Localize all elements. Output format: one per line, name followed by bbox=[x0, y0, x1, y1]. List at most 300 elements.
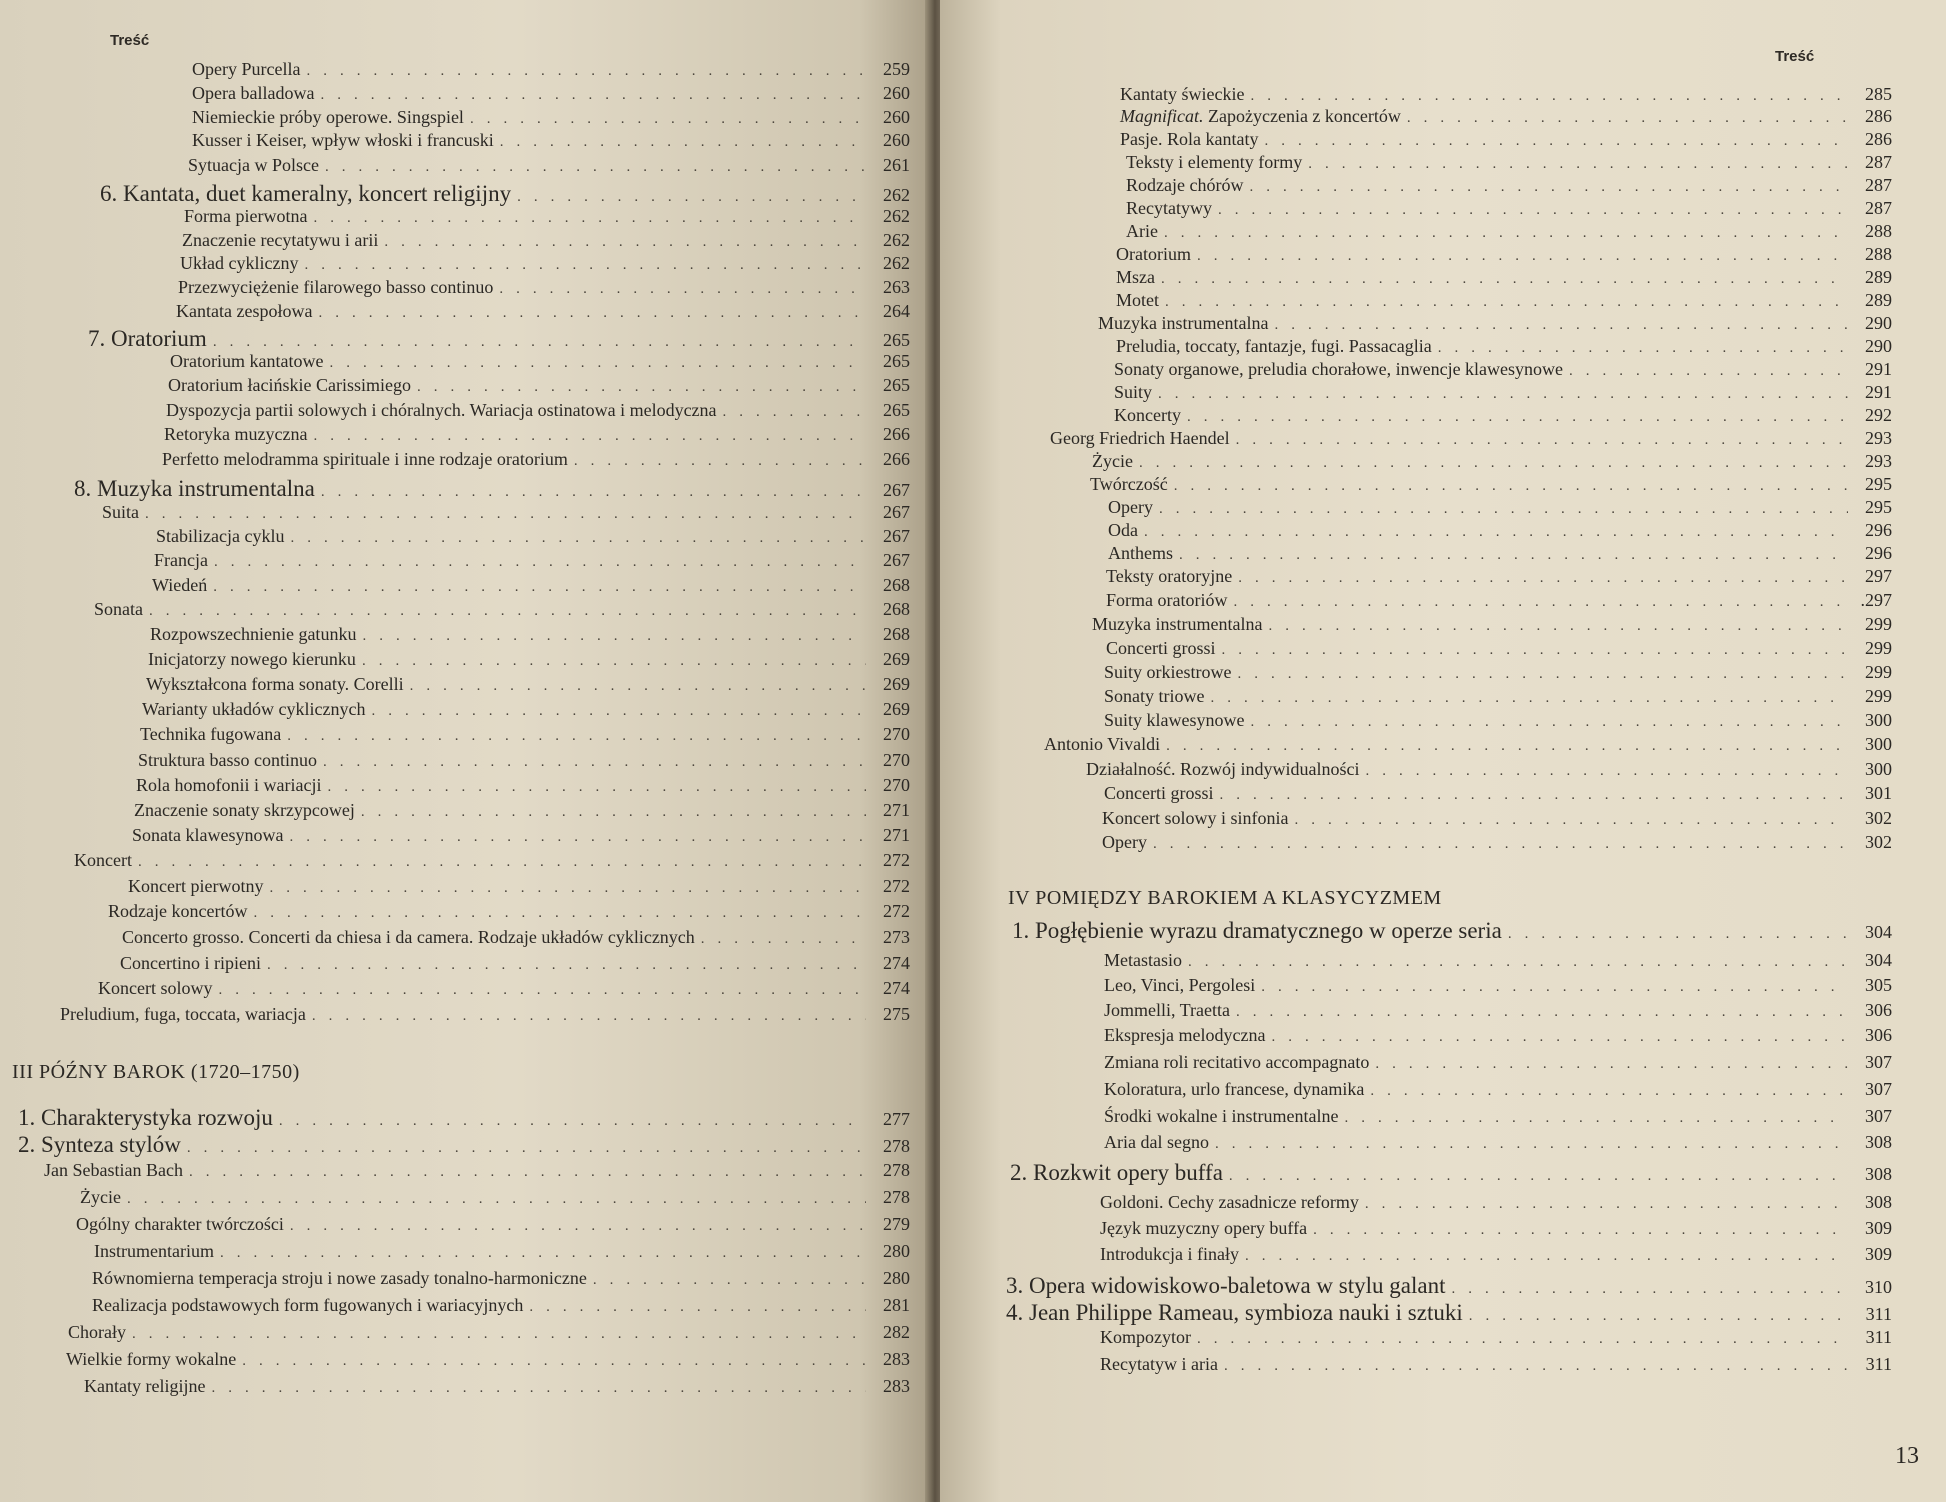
leader-dots bbox=[313, 424, 866, 449]
toc-entry bbox=[102, 500, 910, 525]
entry-page-number: 275 bbox=[883, 1004, 910, 1024]
entry-title: Recytatywy bbox=[1126, 198, 1212, 218]
leader-dots bbox=[1229, 1161, 1848, 1191]
leader-dots bbox=[323, 750, 866, 775]
toc-entry bbox=[122, 925, 910, 950]
toc-entry bbox=[1102, 806, 1892, 831]
entry-title: Technika fugowana bbox=[140, 724, 282, 744]
chapter-entry bbox=[18, 1130, 910, 1160]
chapter-entry bbox=[1012, 916, 1892, 946]
entry-page-number: 288 bbox=[1865, 221, 1892, 241]
toc-entry bbox=[1106, 564, 1892, 589]
entry-page-number: 302 bbox=[1865, 832, 1892, 852]
toc-entry bbox=[128, 874, 910, 899]
entry-title: Struktura basso continuo bbox=[138, 750, 317, 770]
leader-dots bbox=[267, 953, 866, 978]
leader-dots bbox=[325, 155, 866, 180]
toc-entry bbox=[178, 275, 910, 300]
toc-entry bbox=[1050, 426, 1892, 451]
entry-page-number: 285 bbox=[1865, 84, 1892, 104]
toc-entry bbox=[1044, 732, 1892, 757]
toc-entry bbox=[92, 1293, 910, 1318]
leader-dots bbox=[1197, 1327, 1848, 1352]
entry-title: Antonio Vivaldi bbox=[1044, 734, 1161, 754]
entry-page-number: 263 bbox=[883, 277, 910, 297]
entry-title: Opera balladowa bbox=[192, 83, 315, 103]
entry-page-number: 287 bbox=[1865, 198, 1892, 218]
entry-page-number: 299 bbox=[1865, 662, 1892, 682]
chapter-entry bbox=[18, 1103, 910, 1133]
toc-entry bbox=[156, 524, 910, 549]
entry-title: Concerto grosso. Concerti da chiesa i da camera. Rodzaje układów cyklicznych bbox=[122, 927, 695, 947]
entry-title: Kusser i Keiser, wpływ włoski i francuski bbox=[192, 130, 494, 150]
entry-page-number: 264 bbox=[883, 301, 910, 321]
entry-page-number: 287 bbox=[1865, 152, 1892, 172]
entry-title: Inicjatorzy nowego kierunku bbox=[148, 649, 356, 669]
entry-title: Recytatyw i aria bbox=[1100, 1354, 1218, 1374]
toc-entry bbox=[1108, 541, 1892, 566]
toc-entry bbox=[1104, 948, 1892, 973]
toc-entry bbox=[60, 1002, 910, 1027]
entry-title: Kantaty świeckie bbox=[1120, 84, 1245, 104]
entry-page-number: 266 bbox=[883, 449, 910, 469]
leader-dots bbox=[1215, 1132, 1848, 1157]
entry-page-number: 307 bbox=[1865, 1079, 1892, 1099]
entry-title: Kantata zespołowa bbox=[176, 301, 313, 321]
entry-page-number: 286 bbox=[1865, 106, 1892, 126]
toc-entry bbox=[1120, 104, 1892, 129]
entry-page-number: 272 bbox=[883, 901, 910, 921]
leader-dots bbox=[593, 1268, 866, 1293]
entry-title: Arie bbox=[1126, 221, 1158, 241]
entry-page-number: 304 bbox=[1865, 950, 1892, 970]
toc-entry bbox=[1100, 1325, 1892, 1350]
entry-title: Dyspozycja partii solowych i chóralnych. Wariacja ostinatowa i melodyczna bbox=[166, 400, 717, 420]
entry-title: Suita bbox=[102, 502, 140, 522]
toc-entry bbox=[154, 548, 910, 573]
entry-page-number: 311 bbox=[1865, 1354, 1892, 1374]
toc-entry bbox=[1100, 1190, 1892, 1215]
entry-page-number: 308 bbox=[1865, 1164, 1892, 1184]
entry-page-number: 287 bbox=[1865, 175, 1892, 195]
entry-title: 1. Pogłębienie wyrazu dramatycznego w operze seria bbox=[1012, 918, 1502, 943]
entry-page-number: 268 bbox=[883, 575, 910, 595]
entry-title: Instrumentarium bbox=[94, 1241, 214, 1261]
entry-page-number: 306 bbox=[1865, 1000, 1892, 1020]
toc-entry bbox=[120, 951, 910, 976]
entry-page-number: 293 bbox=[1865, 428, 1892, 448]
entry-title: Magnificat. Zapożyczenia z koncertów bbox=[1120, 106, 1401, 126]
toc-entry bbox=[140, 722, 910, 747]
entry-page-number: 291 bbox=[1865, 382, 1892, 402]
entry-title: 1. Charakterystyka rozwoju bbox=[18, 1105, 273, 1130]
entry-title: Opery bbox=[1102, 832, 1147, 852]
entry-page-number: 300 bbox=[1865, 710, 1892, 730]
entry-page-number: 296 bbox=[1865, 543, 1892, 563]
toc-entry bbox=[1104, 708, 1892, 733]
toc-entry bbox=[1104, 973, 1892, 998]
entry-title: Język muzyczny opery buffa bbox=[1100, 1218, 1308, 1238]
entry-title: Rodzaje koncertów bbox=[108, 901, 248, 921]
toc-entry bbox=[184, 204, 910, 229]
entry-title: Stabilizacja cyklu bbox=[156, 526, 285, 546]
toc-entry bbox=[108, 899, 910, 924]
toc-entry bbox=[1104, 1023, 1892, 1048]
toc-entry bbox=[1086, 757, 1892, 782]
entry-page-number: 260 bbox=[883, 130, 910, 150]
entry-title: Sytuacja w Polsce bbox=[188, 155, 319, 175]
entry-page-number: 262 bbox=[883, 185, 910, 205]
entry-title: Realizacja podstawowych form fugowanych i wariacyjnych bbox=[92, 1295, 524, 1315]
entry-page-number: 267 bbox=[883, 550, 910, 570]
entry-title: Rodzaje chórów bbox=[1126, 175, 1244, 195]
leader-dots bbox=[189, 1160, 866, 1185]
entry-title: Metastasio bbox=[1104, 950, 1182, 970]
entry-title: Oratorium bbox=[1116, 244, 1191, 264]
entry-title: Introdukcja i finały bbox=[1100, 1244, 1239, 1264]
leader-dots bbox=[214, 550, 866, 575]
entry-page-number: 308 bbox=[1865, 1132, 1892, 1152]
entry-page-number: 268 bbox=[883, 599, 910, 619]
entry-title: Sonaty triowe bbox=[1104, 686, 1205, 706]
entry-title: Koncerty bbox=[1114, 405, 1181, 425]
entry-title: Preludia, toccaty, fantazje, fugi. Passacaglia bbox=[1116, 336, 1432, 356]
toc-entry bbox=[1104, 1130, 1892, 1155]
entry-page-number: 309 bbox=[1865, 1244, 1892, 1264]
entry-page-number: 274 bbox=[883, 978, 910, 998]
leader-dots bbox=[327, 775, 866, 800]
toc-entry bbox=[1116, 334, 1892, 359]
entry-title: Niemieckie próby operowe. Singspiel bbox=[192, 107, 464, 127]
entry-title: Teksty i elementy formy bbox=[1126, 152, 1303, 172]
entry-page-number: 307 bbox=[1865, 1052, 1892, 1072]
entry-page-number: 310 bbox=[1865, 1277, 1892, 1297]
entry-title: Twórczość bbox=[1090, 474, 1168, 494]
toc-entry bbox=[1102, 830, 1892, 855]
toc-entry bbox=[146, 672, 910, 697]
toc-entry bbox=[142, 697, 910, 722]
leader-dots bbox=[318, 301, 866, 326]
entry-page-number: 265 bbox=[883, 400, 910, 420]
leader-dots bbox=[287, 724, 866, 749]
toc-entry bbox=[1116, 288, 1892, 313]
entry-title: Leo, Vinci, Pergolesi bbox=[1104, 975, 1256, 995]
toc-entry bbox=[1114, 380, 1892, 405]
toc-entry bbox=[166, 398, 910, 423]
entry-title: Rola homofonii i wariacji bbox=[136, 775, 322, 795]
entry-title: Kantaty religijne bbox=[84, 1376, 206, 1396]
entry-title: Przezwyciężenie filarowego basso continuo bbox=[178, 277, 494, 297]
page-number: 13 bbox=[1895, 1443, 1919, 1469]
entry-title: Oratorium łacińskie Carissimiego bbox=[168, 375, 411, 395]
toc-entry bbox=[1108, 518, 1892, 543]
entry-page-number: 311 bbox=[1865, 1304, 1892, 1324]
toc-entry bbox=[1104, 660, 1892, 685]
toc-entry bbox=[192, 105, 910, 130]
entry-title: Forma pierwotna bbox=[184, 206, 308, 226]
entry-page-number: 300 bbox=[1865, 759, 1892, 779]
leader-dots bbox=[361, 800, 866, 825]
leader-dots bbox=[1224, 1354, 1848, 1379]
leader-dots bbox=[132, 1322, 866, 1347]
entry-title: Sonaty organowe, preludia chorałowe, inwencje klawesynowe bbox=[1114, 359, 1564, 379]
leader-dots bbox=[1365, 1192, 1848, 1217]
entry-title: Sonata bbox=[94, 599, 143, 619]
entry-page-number: 280 bbox=[883, 1268, 910, 1288]
entry-page-number: 260 bbox=[883, 107, 910, 127]
toc-entry bbox=[76, 1212, 910, 1237]
toc-entry bbox=[80, 1185, 910, 1210]
entry-title: Preludium, fuga, toccata, wariacja bbox=[60, 1004, 306, 1024]
leader-dots bbox=[1344, 1106, 1848, 1131]
toc-entry bbox=[168, 373, 910, 398]
entry-page-number: 271 bbox=[883, 825, 910, 845]
entry-title: Suity klawesynowe bbox=[1104, 710, 1245, 730]
entry-title: Koncert pierwotny bbox=[128, 876, 264, 896]
entry-page-number: 267 bbox=[883, 526, 910, 546]
entry-title: 2. Synteza stylów bbox=[18, 1132, 181, 1157]
entry-title: Życie bbox=[1092, 451, 1133, 471]
entry-title: III PÓŹNY BAROK (1720–1750) bbox=[12, 1061, 300, 1083]
entry-title: Wielkie formy wokalne bbox=[66, 1349, 237, 1369]
entry-page-number: 268 bbox=[883, 624, 910, 644]
right-page bbox=[940, 0, 1946, 1502]
entry-title: Opery bbox=[1108, 497, 1153, 517]
entry-page-number: 270 bbox=[883, 775, 910, 795]
toc-entry bbox=[148, 647, 910, 672]
entry-page-number: 305 bbox=[1865, 975, 1892, 995]
entry-page-number: 281 bbox=[883, 1295, 910, 1315]
entry-page-number: 279 bbox=[883, 1214, 910, 1234]
entry-title: Warianty układów cyklicznych bbox=[142, 699, 366, 719]
entry-title: Ogólny charakter twórczości bbox=[76, 1214, 284, 1234]
entry-page-number: 282 bbox=[883, 1322, 910, 1342]
entry-title: Działalność. Rozwój indywidualności bbox=[1086, 759, 1360, 779]
leader-dots bbox=[290, 1214, 866, 1239]
entry-page-number: 267 bbox=[883, 480, 910, 500]
entry-title: Muzyka instrumentalna bbox=[1092, 614, 1263, 634]
leader-dots bbox=[1313, 1218, 1848, 1243]
entry-title: Opery Purcella bbox=[192, 59, 301, 79]
entry-title: Jommelli, Traetta bbox=[1104, 1000, 1230, 1020]
entry-page-number: 270 bbox=[883, 724, 910, 744]
entry-page-number: 262 bbox=[883, 206, 910, 226]
entry-page-number: 299 bbox=[1865, 638, 1892, 658]
chapter-entry bbox=[1006, 1271, 1892, 1301]
toc-entry bbox=[192, 81, 910, 106]
entry-title: Muzyka instrumentalna bbox=[1098, 313, 1269, 333]
entry-title: Georg Friedrich Haendel bbox=[1050, 428, 1230, 448]
entry-title: Francja bbox=[154, 550, 208, 570]
entry-title: Ekspresja melodyczna bbox=[1104, 1025, 1266, 1045]
entry-page-number: 301 bbox=[1865, 783, 1892, 803]
toc-entry bbox=[1116, 265, 1892, 290]
entry-page-number: 296 bbox=[1865, 520, 1892, 540]
toc-entry bbox=[1106, 636, 1892, 661]
running-head: Treść bbox=[110, 32, 150, 49]
leader-dots bbox=[362, 624, 866, 649]
toc-entry bbox=[1104, 684, 1892, 709]
entry-title: Zmiana roli recitativo accompagnato bbox=[1104, 1052, 1370, 1072]
entry-page-number: 299 bbox=[1865, 686, 1892, 706]
leader-dots bbox=[138, 850, 866, 875]
toc-entry bbox=[192, 128, 910, 153]
leader-dots bbox=[529, 1295, 866, 1320]
entry-title: Oratorium kantatowe bbox=[170, 351, 324, 371]
toc-entry bbox=[1116, 242, 1892, 267]
entry-page-number: 280 bbox=[883, 1241, 910, 1261]
entry-title: 6. Kantata, duet kameralny, koncert religijny bbox=[100, 181, 512, 206]
entry-page-number: 266 bbox=[883, 424, 910, 444]
toc-entry bbox=[1114, 403, 1892, 428]
entry-title: Chorały bbox=[68, 1322, 126, 1342]
leader-dots bbox=[127, 1187, 866, 1212]
toc-entry bbox=[1098, 311, 1892, 336]
leader-dots bbox=[1166, 734, 1848, 759]
entry-page-number: 295 bbox=[1865, 474, 1892, 494]
toc-entry bbox=[1120, 127, 1892, 152]
toc-entry bbox=[182, 228, 910, 253]
entry-page-number: 289 bbox=[1865, 290, 1892, 310]
entry-page-number: 297 bbox=[1865, 566, 1892, 586]
entry-title: Wiedeń bbox=[152, 575, 208, 595]
toc-entry bbox=[192, 57, 910, 82]
leader-dots bbox=[1153, 832, 1848, 857]
entry-title: Concertino i ripieni bbox=[120, 953, 261, 973]
entry-title: Perfetto melodramma spirituale i inne rodzaje oratorium bbox=[162, 449, 568, 469]
entry-page-number: 262 bbox=[883, 230, 910, 250]
entry-title: Sonata klawesynowa bbox=[132, 825, 284, 845]
entry-page-number: 292 bbox=[1865, 405, 1892, 425]
leader-dots bbox=[362, 649, 866, 674]
toc-entry bbox=[136, 773, 910, 798]
leader-dots bbox=[289, 825, 866, 850]
entry-page-number: 306 bbox=[1865, 1025, 1892, 1045]
toc-entry bbox=[1108, 495, 1892, 520]
entry-title: Suity orkiestrowe bbox=[1104, 662, 1232, 682]
entry-title: Teksty oratoryjne bbox=[1106, 566, 1233, 586]
toc-entry bbox=[1100, 1216, 1892, 1241]
toc-entry bbox=[162, 447, 910, 472]
entry-page-number: 293 bbox=[1865, 451, 1892, 471]
toc-entry bbox=[1126, 173, 1892, 198]
entry-title: Msza bbox=[1116, 267, 1155, 287]
entry-page-number: 259 bbox=[883, 59, 910, 79]
entry-page-number: 286 bbox=[1865, 129, 1892, 149]
entry-title: Concerti grossi bbox=[1106, 638, 1216, 658]
entry-page-number: 260 bbox=[883, 83, 910, 103]
toc-entry bbox=[44, 1158, 910, 1183]
leader-dots bbox=[220, 1241, 866, 1266]
leader-dots bbox=[218, 978, 866, 1003]
entry-page-number: 278 bbox=[883, 1187, 910, 1207]
entry-page-number: 291 bbox=[1865, 359, 1892, 379]
entry-title: Środki wokalne i instrumentalne bbox=[1104, 1106, 1339, 1126]
entry-title: 3. Opera widowiskowo-baletowa w stylu galant bbox=[1006, 1273, 1446, 1298]
toc-entry bbox=[94, 597, 910, 622]
entry-title: Znaczenie sonaty skrzypcowej bbox=[134, 800, 355, 820]
toc-entry bbox=[1106, 588, 1892, 613]
entry-page-number: 265 bbox=[883, 351, 910, 371]
entry-page-number: 299 bbox=[1865, 614, 1892, 634]
entry-title: Suity bbox=[1114, 382, 1153, 402]
toc-entry bbox=[84, 1374, 910, 1399]
entry-title: 4. Jean Philippe Rameau, symbioza nauki i sztuki bbox=[1006, 1300, 1463, 1325]
leader-dots bbox=[1508, 919, 1848, 949]
toc-entry bbox=[1104, 1050, 1892, 1075]
leader-dots bbox=[371, 699, 866, 724]
entry-page-number: 269 bbox=[883, 699, 910, 719]
toc-entry bbox=[74, 848, 910, 873]
leader-dots bbox=[1271, 1025, 1848, 1050]
leader-dots bbox=[1370, 1079, 1848, 1104]
entry-title: Pasje. Rola kantaty bbox=[1120, 129, 1259, 149]
toc-entry bbox=[1126, 196, 1892, 221]
entry-page-number: 290 bbox=[1865, 336, 1892, 356]
toc-entry bbox=[1104, 998, 1892, 1023]
entry-page-number: 278 bbox=[883, 1160, 910, 1180]
leader-dots bbox=[417, 375, 866, 400]
toc-entry bbox=[1104, 1104, 1892, 1129]
entry-title: Koncert bbox=[74, 850, 132, 870]
entry-title: Wykształcona forma sonaty. Corelli bbox=[146, 674, 404, 694]
leader-dots bbox=[253, 901, 866, 926]
entry-title: Aria dal segno bbox=[1104, 1132, 1209, 1152]
entry-page-number: 290 bbox=[1865, 313, 1892, 333]
entry-page-number: 261 bbox=[883, 155, 910, 175]
entry-page-number: 307 bbox=[1865, 1106, 1892, 1126]
leader-dots bbox=[1245, 1244, 1848, 1269]
entry-page-number: 273 bbox=[883, 927, 910, 947]
running-head: Treść bbox=[1775, 48, 1815, 65]
toc-entry bbox=[94, 1239, 910, 1264]
entry-title: 2. Rozkwit opery buffa bbox=[1010, 1160, 1223, 1185]
entry-page-number: 283 bbox=[883, 1376, 910, 1396]
entry-page-number: .297 bbox=[1860, 590, 1892, 610]
entry-page-number: 278 bbox=[883, 1136, 910, 1156]
entry-page-number: 265 bbox=[883, 375, 910, 395]
entry-page-number: 309 bbox=[1865, 1218, 1892, 1238]
entry-title: Rozpowszechnienie gatunku bbox=[150, 624, 357, 644]
entry-page-number: 302 bbox=[1865, 808, 1892, 828]
toc-entry bbox=[180, 251, 910, 276]
leader-dots bbox=[149, 599, 866, 624]
toc-entry bbox=[1114, 357, 1892, 382]
toc-entry bbox=[1104, 1077, 1892, 1102]
entry-title: Anthems bbox=[1108, 543, 1173, 563]
leader-dots bbox=[1236, 1000, 1848, 1025]
entry-title: Oda bbox=[1108, 520, 1138, 540]
entry-page-number: 295 bbox=[1865, 497, 1892, 517]
entry-title: 7. Oratorium bbox=[88, 326, 207, 351]
leader-dots bbox=[701, 927, 866, 952]
leader-dots bbox=[211, 1376, 866, 1401]
chapter-entry bbox=[1010, 1158, 1892, 1188]
leader-dots bbox=[1261, 975, 1848, 1000]
entry-title: Kompozytor bbox=[1100, 1327, 1191, 1347]
toc-entry bbox=[138, 748, 910, 773]
toc-entry bbox=[92, 1266, 910, 1291]
entry-title: Koncert solowy i sinfonia bbox=[1102, 808, 1289, 828]
toc-entry bbox=[176, 299, 910, 324]
toc-entry bbox=[188, 153, 910, 178]
leader-dots bbox=[242, 1349, 866, 1374]
leader-dots bbox=[1375, 1052, 1848, 1077]
entry-title: Równomierna temperacja stroju i nowe zasady tonalno-harmoniczne bbox=[92, 1268, 587, 1288]
entry-title: Jan Sebastian Bach bbox=[44, 1160, 183, 1180]
entry-title: Retoryka muzyczna bbox=[164, 424, 308, 444]
entry-page-number: 262 bbox=[883, 253, 910, 273]
